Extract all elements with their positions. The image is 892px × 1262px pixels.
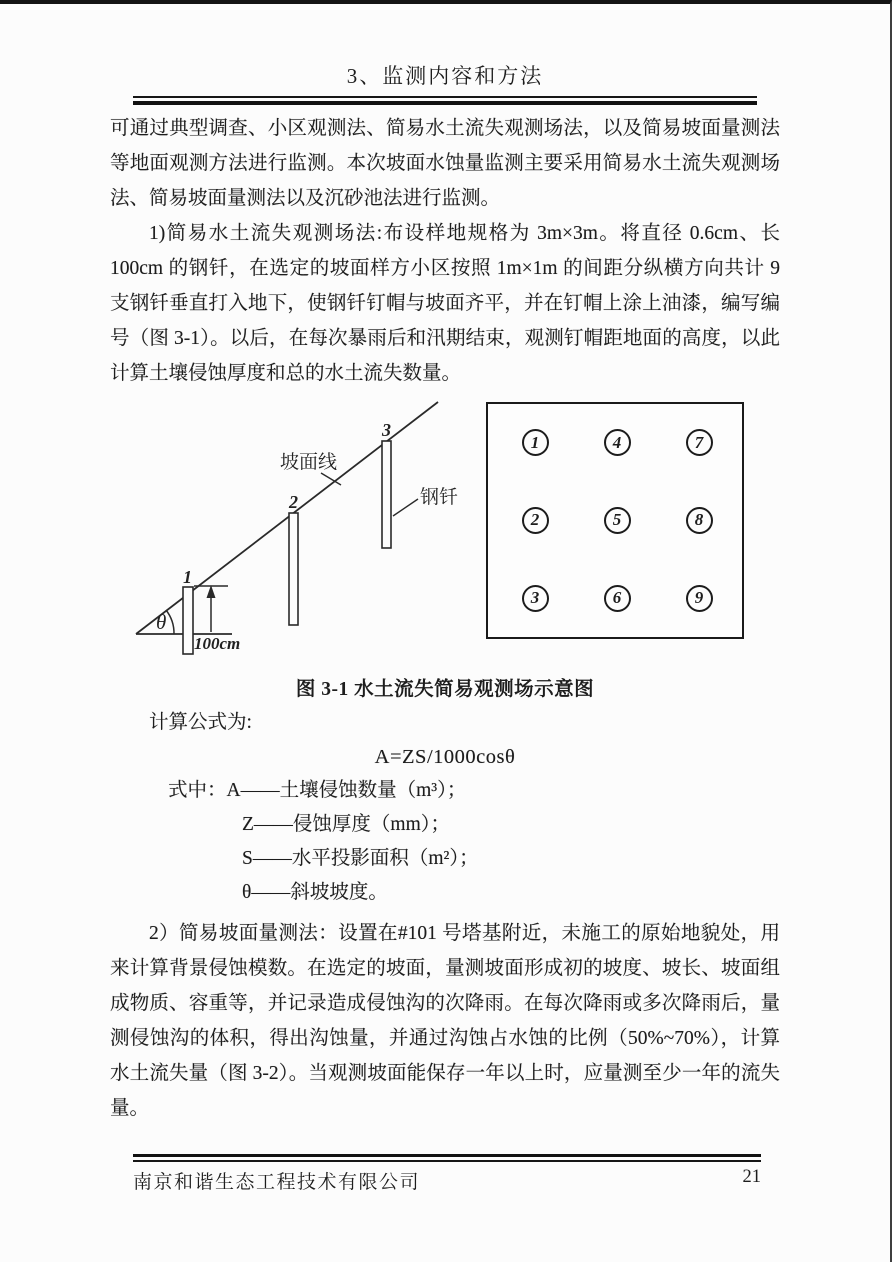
- steel-pin-2: [289, 513, 298, 625]
- observation-plot-grid: [486, 402, 744, 639]
- slope-diagram: [110, 399, 480, 664]
- grid-pin-circle: 4: [604, 429, 631, 456]
- grid-pin-circle: 2: [522, 507, 549, 534]
- header-rule: [133, 96, 757, 105]
- pin-1-number: 1: [183, 567, 192, 587]
- formula-section: [110, 706, 780, 910]
- grid-pin-circle: 8: [686, 507, 713, 534]
- angle-theta-label: θ: [156, 610, 167, 634]
- slope-line: [136, 402, 438, 634]
- paragraph-2: 1)简易水土流失观测场法:布设样地规格为 3m×3m。将直径 0.6cm、长 100cm 的钢钎，在选定的坡面样方小区按照 1m×1m 的间距分纵横方向共计 9 支钢钎垂直打入地下，使钢钎钉帽与坡面齐平，并在钉帽上涂上油漆，编写编号（图 3-1）。以后，在每次暴雨后和汛期结束，观测钉帽距地面的高度，以此计算土壤侵蚀厚度和总的水土流失数量。: [110, 223, 780, 384]
- steel-pin-3: [382, 441, 391, 548]
- pin-3-number: 3: [382, 420, 391, 440]
- figure-caption: 图 3-1 水土流失简易观测场示意图: [295, 679, 595, 700]
- steel-pin-label: 钢钎: [420, 487, 459, 508]
- dimension-100cm-label: 100cm: [194, 634, 241, 653]
- dimension-arrowhead-icon: [207, 585, 216, 598]
- formula-where-line: S——水平投影面积（m²）；: [242, 848, 479, 869]
- paragraph-3: 2）简易坡面量测法：设置在#101 号塔基附近，未施工的原始地貌处，用来计算背景侵蚀模数。在选定的坡面，量测坡面形成初的坡度、坡长、坡面组成物质、容重等，并记录造成侵蚀沟的次降雨。在每次降雨或多次降雨后，量测侵蚀沟的体积，得出沟蚀量，并通过沟蚀占水蚀的比例（50%~70%），计算水土流失量（图 3-2）。当观测坡面能保存一年以上时，应量测至少一年的流失量。: [110, 923, 780, 1119]
- formula-equation: A=ZS/1000cosθ: [374, 746, 516, 768]
- slope-line-label: 坡面线: [280, 452, 338, 473]
- grid-pin-circle: 1: [522, 429, 549, 456]
- angle-arc: [166, 610, 174, 634]
- formula-intro: 计算公式为:: [149, 712, 252, 733]
- formula-where-line: θ——斜坡坡度。: [242, 882, 388, 903]
- pin-label-leader-line: [393, 499, 418, 516]
- grid-pin-circle: 7: [686, 429, 713, 456]
- footer-rule-thin-line: [133, 1160, 761, 1162]
- pin-2-number: 2: [289, 492, 298, 512]
- paragraph-1: 可通过典型调查、小区观测法、简易水土流失观测场法，以及简易坡面量测法等地面观测方法进行监测。本次坡面水蚀量监测主要采用简易水土流失观测场法、简易坡面量测法以及沉砂池法进行监测。: [110, 118, 780, 209]
- formula-where-line: 式中：A——土壤侵蚀数量（m³）；: [168, 780, 467, 801]
- formula-where-line: Z——侵蚀厚度（mm）；: [242, 814, 450, 835]
- figure-3-1: [110, 399, 780, 664]
- header-rule-thick-line: [133, 101, 757, 105]
- grid-pin-circle: 5: [604, 507, 631, 534]
- grid-pin-circle: 3: [522, 585, 549, 612]
- page-number: 21: [742, 1167, 761, 1187]
- page-footer: [133, 1154, 761, 1194]
- chapter-title: 3、监测内容和方法: [346, 64, 544, 88]
- grid-pin-circle: 6: [604, 585, 631, 612]
- footer-company-name: 南京和谐生态工程技术有限公司: [133, 1172, 421, 1193]
- steel-pin-1: [183, 587, 193, 654]
- page-header: [110, 60, 780, 90]
- grid-pin-circle: 9: [686, 585, 713, 612]
